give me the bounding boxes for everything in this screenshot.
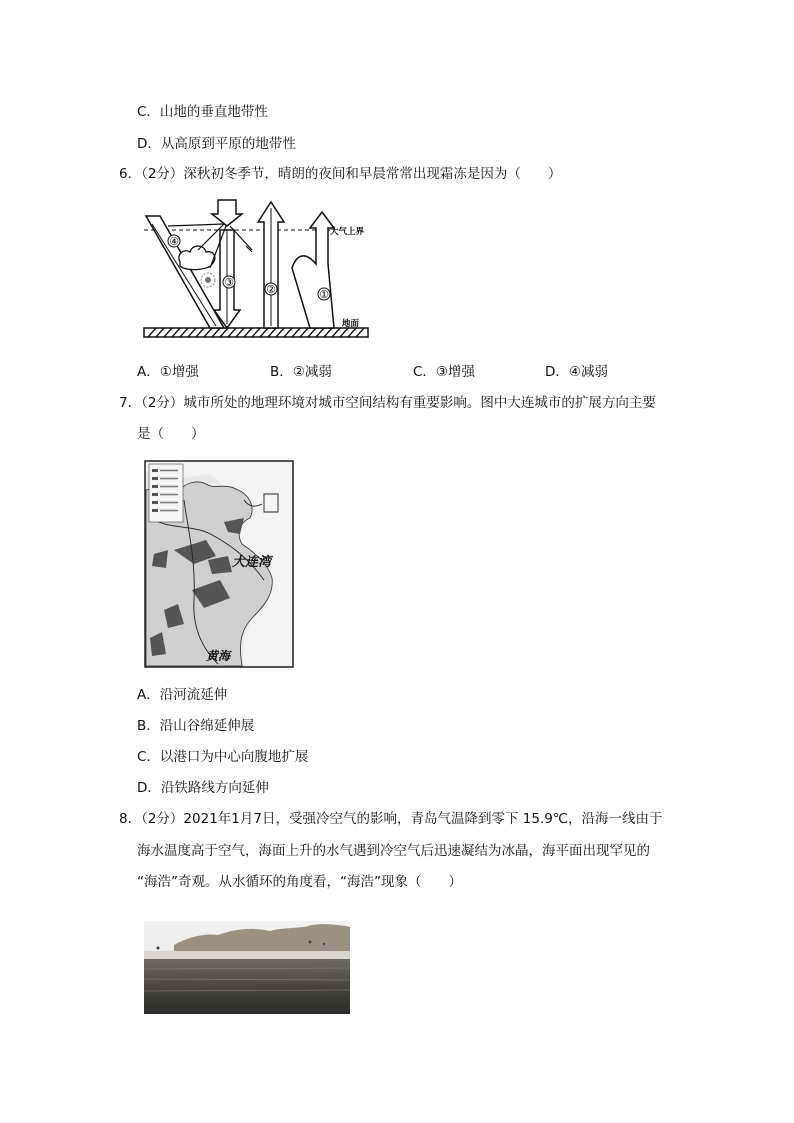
dalian-map [144, 460, 294, 668]
q7-option-d: D．沿铁路线方向延伸 [137, 780, 269, 796]
marker-1: ① [319, 288, 329, 301]
q6-option-d: D．④减弱 [545, 364, 608, 380]
q6-option-a: A．①增强 [137, 364, 199, 380]
map-legend [149, 464, 183, 522]
ground-surface [144, 328, 368, 337]
q8-stem-line1: 8．（2分）2021年1月7日，受强冷空气的影响，青岛气温降到零下 15.9℃，沿海一线由于 [119, 811, 663, 827]
q8-stem-line3: “海浩”奇观。从水循环的角度看，“海浩”现象（ ） [137, 874, 462, 890]
q7-stem-line1: 7．（2分）城市所处的地理环境对城市空间结构有重要影响。图中大连城市的扩展方向主要 [119, 395, 656, 411]
q7-option-c: C．以港口为中心向腹地扩展 [137, 749, 309, 765]
label-ground: 地面 [342, 319, 360, 329]
marker-4: ④ [169, 235, 179, 248]
marker-2: ② [266, 283, 276, 296]
q6-option-b: B．②减弱 [270, 364, 332, 380]
cloud-icon [179, 246, 215, 270]
q6-option-c: C．③增强 [413, 364, 476, 380]
label-yellow-sea: 黄海 [206, 649, 231, 663]
marker-3: ③ [224, 276, 234, 289]
arrow-1 [292, 212, 334, 328]
q5-option-c: C．山地的垂直地带性 [137, 104, 268, 120]
q6-stem: 6．（2分）深秋初冬季节，晴朗的夜间和早晨常常出现霜冻是因为（ ） [119, 166, 562, 182]
incoming-solar-arrow [212, 200, 242, 226]
q6-radiation-diagram [140, 194, 372, 344]
arrow-2 [258, 202, 284, 328]
label-atmosphere-top: 大气上界 [330, 227, 365, 237]
q8-stem-line2: 海水温度高于空气，海面上升的水气遇到冷空气后迅速凝结为冰晶，海平面出现罕见的 [137, 843, 650, 859]
arrow-4 [146, 216, 224, 328]
q7-option-b: B．沿山谷绵延伸展 [137, 718, 255, 734]
q6-options [137, 363, 657, 381]
label-dalian-bay: 大连湾 [232, 555, 272, 570]
q5-option-d: D．从高原到平原的地带性 [137, 136, 296, 152]
q7-option-a: A．沿河流延伸 [137, 687, 228, 703]
sea-smoke-photo [144, 921, 350, 1014]
sea-surface [144, 959, 350, 1014]
q7-stem-line2: 是（ ） [137, 426, 205, 442]
particles-icon [201, 273, 215, 287]
